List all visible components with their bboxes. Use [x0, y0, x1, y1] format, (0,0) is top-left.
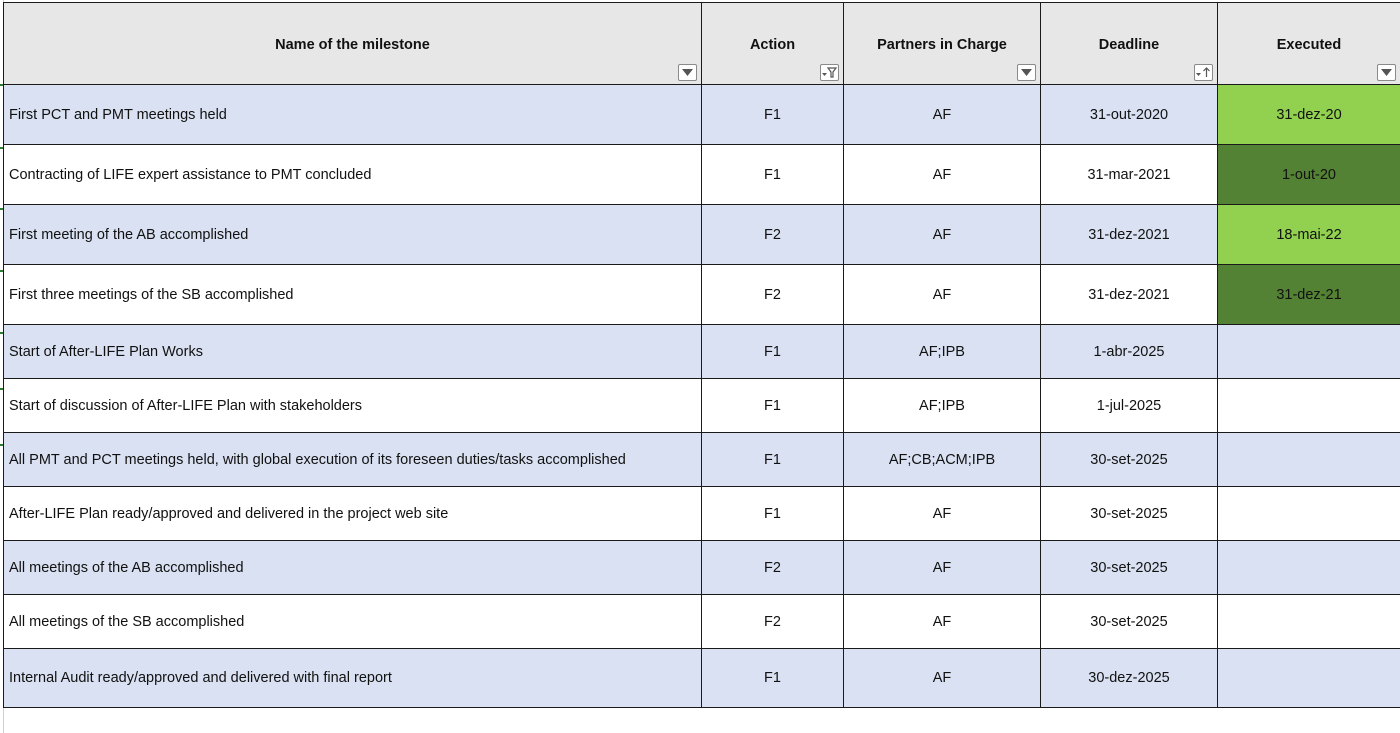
filter-dropdown-icon[interactable]: [678, 64, 697, 81]
cell-executed[interactable]: [1218, 541, 1400, 595]
cell-milestone-name[interactable]: First three meetings of the SB accomplished: [4, 265, 702, 325]
cell-milestone-name[interactable]: All meetings of the SB accomplished: [4, 595, 702, 649]
cell-deadline[interactable]: 1-jul-2025: [1041, 379, 1218, 433]
header-cell-name[interactable]: [4, 3, 702, 85]
cell-action[interactable]: F1: [702, 379, 844, 433]
table-row: [4, 265, 1400, 325]
table-row: [4, 649, 1400, 708]
table-row: [4, 595, 1400, 649]
cell-executed[interactable]: [1218, 487, 1400, 541]
cell-partners[interactable]: AF: [844, 205, 1041, 265]
cell-milestone-name[interactable]: Start of discussion of After-LIFE Plan with stakeholders: [4, 379, 702, 433]
cell-milestone-name[interactable]: First meeting of the AB accomplished: [4, 205, 702, 265]
cell-milestone-name[interactable]: First PCT and PMT meetings held: [4, 85, 702, 145]
cell-partners[interactable]: AF;IPB: [844, 325, 1041, 379]
header-row: [4, 3, 1400, 85]
cell-executed[interactable]: [1218, 325, 1400, 379]
header-label-executed: Executed: [1276, 37, 1342, 53]
table-row: [4, 205, 1400, 265]
cell-action[interactable]: F1: [702, 85, 844, 145]
cell-action[interactable]: F1: [702, 433, 844, 487]
header-label-action: Action: [749, 37, 796, 53]
table-row: [4, 433, 1400, 487]
cell-action[interactable]: F1: [702, 145, 844, 205]
cell-partners[interactable]: AF: [844, 145, 1041, 205]
cell-action[interactable]: F2: [702, 595, 844, 649]
cell-action[interactable]: F2: [702, 205, 844, 265]
header-label-partners: Partners in Charge: [877, 37, 1007, 53]
cell-deadline[interactable]: 30-set-2025: [1041, 595, 1218, 649]
cell-deadline[interactable]: 30-set-2025: [1041, 433, 1218, 487]
filter-active-icon[interactable]: [820, 64, 839, 81]
cell-deadline[interactable]: 30-set-2025: [1041, 541, 1218, 595]
cell-deadline[interactable]: 31-dez-2021: [1041, 265, 1218, 325]
cell-partners[interactable]: AF: [844, 265, 1041, 325]
filter-dropdown-icon[interactable]: [1017, 64, 1036, 81]
cell-executed[interactable]: [1218, 595, 1400, 649]
cell-executed[interactable]: 31-dez-21: [1218, 265, 1400, 325]
cell-partners[interactable]: AF: [844, 487, 1041, 541]
table-row: [4, 541, 1400, 595]
cell-action[interactable]: F1: [702, 649, 844, 708]
cell-action[interactable]: F1: [702, 487, 844, 541]
cell-deadline[interactable]: 30-dez-2025: [1041, 649, 1218, 708]
table-row: [4, 379, 1400, 433]
cell-executed[interactable]: [1218, 433, 1400, 487]
sort-ascending-icon[interactable]: [1194, 64, 1213, 81]
cell-deadline[interactable]: 30-set-2025: [1041, 487, 1218, 541]
header-label-name: Name of the milestone: [275, 37, 430, 53]
cell-deadline[interactable]: 1-abr-2025: [1041, 325, 1218, 379]
table-row: [4, 145, 1400, 205]
cell-partners[interactable]: AF;IPB: [844, 379, 1041, 433]
table-row: [4, 487, 1400, 541]
table-row: [4, 85, 1400, 145]
cell-action[interactable]: F2: [702, 541, 844, 595]
table-row: [4, 325, 1400, 379]
cell-milestone-name[interactable]: All PMT and PCT meetings held, with global execution of its foreseen duties/tasks accomplished: [4, 433, 702, 487]
header-cell-partners[interactable]: [844, 3, 1041, 85]
cell-partners[interactable]: AF;CB;ACM;IPB: [844, 433, 1041, 487]
cell-partners[interactable]: AF: [844, 541, 1041, 595]
header-cell-deadline[interactable]: [1041, 3, 1218, 85]
cell-partners[interactable]: AF: [844, 649, 1041, 708]
cell-partners[interactable]: AF: [844, 85, 1041, 145]
cell-action[interactable]: F1: [702, 325, 844, 379]
cell-milestone-name[interactable]: After-LIFE Plan ready/approved and delivered in the project web site: [4, 487, 702, 541]
cell-deadline[interactable]: 31-out-2020: [1041, 85, 1218, 145]
cell-action[interactable]: F2: [702, 265, 844, 325]
cell-milestone-name[interactable]: Contracting of LIFE expert assistance to PMT concluded: [4, 145, 702, 205]
header-cell-executed[interactable]: [1218, 3, 1400, 85]
filter-dropdown-icon[interactable]: [1377, 64, 1396, 81]
cell-executed[interactable]: 1-out-20: [1218, 145, 1400, 205]
header-cell-action[interactable]: [702, 3, 844, 85]
cell-milestone-name[interactable]: Start of After-LIFE Plan Works: [4, 325, 702, 379]
cell-executed[interactable]: [1218, 379, 1400, 433]
cell-executed[interactable]: [1218, 649, 1400, 708]
cell-milestone-name[interactable]: All meetings of the AB accomplished: [4, 541, 702, 595]
cell-executed[interactable]: 18-mai-22: [1218, 205, 1400, 265]
milestones-table: [3, 2, 1400, 708]
cell-deadline[interactable]: 31-dez-2021: [1041, 205, 1218, 265]
cell-milestone-name[interactable]: Internal Audit ready/approved and delivered with final report: [4, 649, 702, 708]
header-label-deadline: Deadline: [1098, 37, 1160, 53]
cell-deadline[interactable]: 31-mar-2021: [1041, 145, 1218, 205]
cell-partners[interactable]: AF: [844, 595, 1041, 649]
cell-executed[interactable]: 31-dez-20: [1218, 85, 1400, 145]
